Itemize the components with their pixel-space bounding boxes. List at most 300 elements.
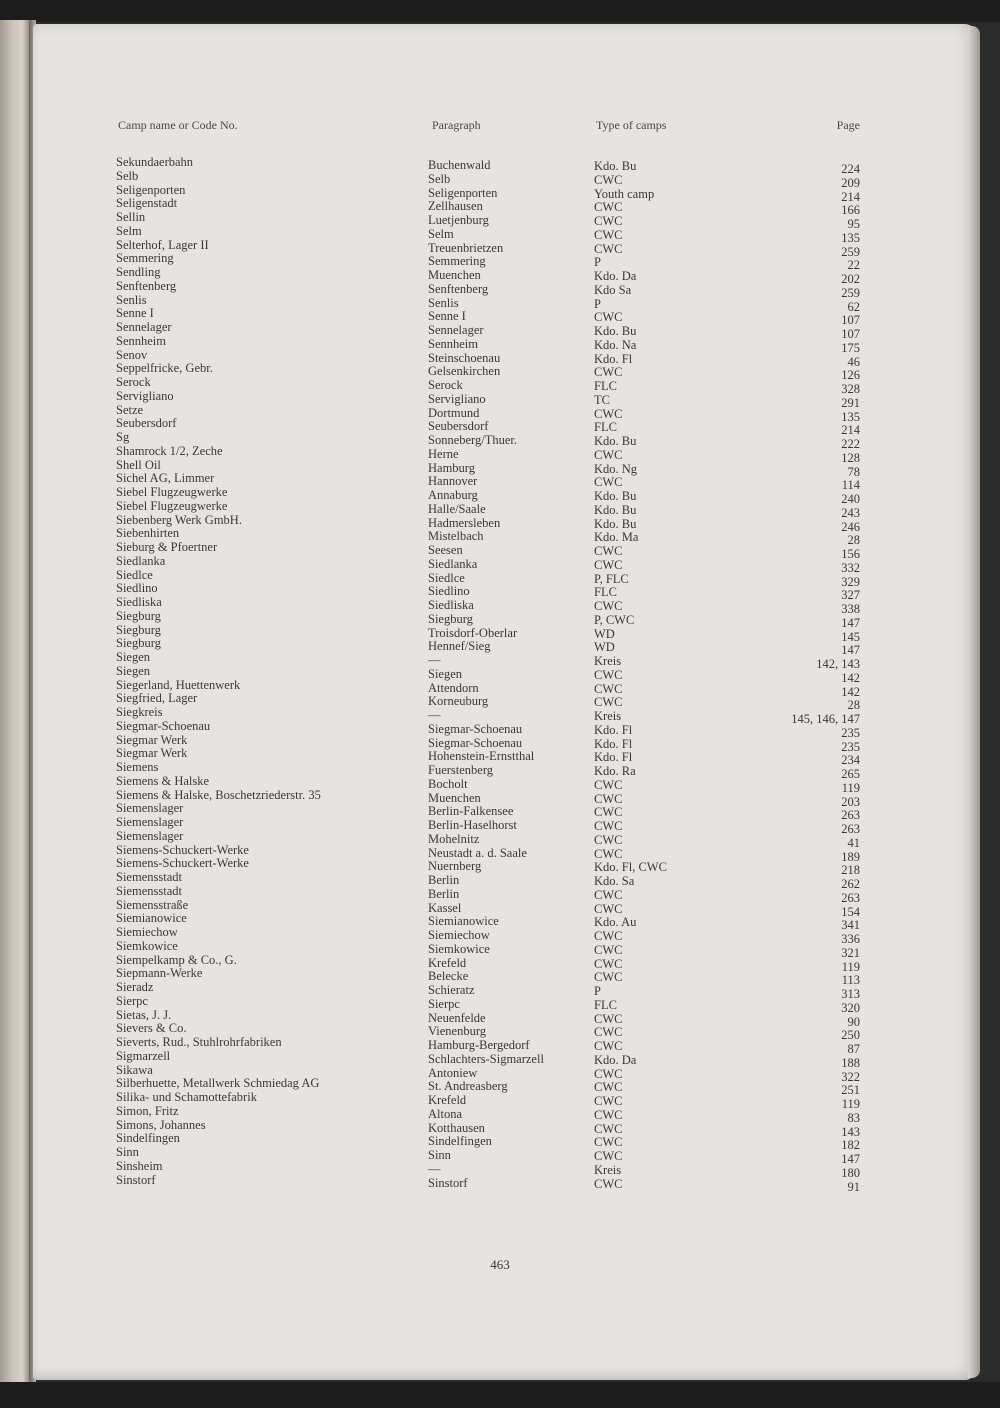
- paragraph-cell: Selm: [428, 226, 454, 241]
- camp-name-cell: Siegmar-Schoenau: [116, 718, 211, 733]
- type-cell: CWC: [594, 1135, 623, 1150]
- camp-name-cell: Siemens & Halske, Boschetzriederstr. 35: [116, 787, 321, 802]
- paragraph-cell: Seligenporten: [428, 185, 498, 200]
- type-cell: Kdo. Bu: [594, 516, 637, 531]
- camp-name-cell: Sievers & Co.: [116, 1021, 187, 1036]
- paragraph-cell: —: [428, 653, 441, 667]
- type-cell: FLC: [594, 997, 617, 1012]
- page-cell: 28: [847, 533, 860, 548]
- paragraph-cell: Berlin: [428, 873, 460, 887]
- type-cell: CWC: [594, 172, 623, 187]
- page-cell: 62: [847, 299, 860, 314]
- page-cell: 95: [847, 217, 860, 231]
- type-cell: CWC: [594, 667, 623, 682]
- type-cell: CWC: [594, 310, 623, 325]
- table-header: [0, 118, 1000, 134]
- camp-name-cell: Seligenstadt: [116, 196, 178, 211]
- camp-name-cell: Siegen: [116, 663, 151, 678]
- page-cell: 202: [841, 272, 860, 286]
- header-page: Page: [836, 118, 860, 132]
- type-cell: CWC: [594, 887, 623, 902]
- paragraph-cell: Sierpc: [428, 996, 460, 1011]
- page-number: 463: [490, 1257, 510, 1272]
- camp-name-cell: Siegfried, Lager: [116, 691, 198, 706]
- type-cell: Kdo. Bu: [594, 434, 637, 448]
- paragraph-cell: Muenchen: [428, 790, 481, 805]
- camp-name-cell: Sinn: [116, 1145, 139, 1159]
- type-cell: Kdo. Bu: [594, 324, 637, 338]
- scan-frame-top: [0, 0, 1000, 22]
- camp-name-cell: Siemens & Halske: [116, 773, 210, 788]
- camp-name-cell: Siemens: [116, 760, 159, 774]
- camp-name-cell: Siemens-Schuckert-Werke: [116, 842, 249, 857]
- page-cell: 119: [841, 780, 860, 795]
- camp-name-cell: Sg: [116, 430, 130, 444]
- camp-name-cell: Siemenslager: [116, 801, 184, 816]
- paragraph-cell: Siegmar-Schoenau: [428, 721, 523, 736]
- type-cell: CWC: [594, 557, 623, 572]
- page-cell: 107: [841, 313, 860, 328]
- paragraph-cell: Seesen: [428, 543, 463, 557]
- type-cell: Kdo. Da: [594, 269, 637, 283]
- page-cell: 113: [841, 973, 860, 988]
- type-cell: Kdo Sa: [594, 282, 632, 297]
- paragraph-cell: Mohelnitz: [428, 831, 480, 846]
- type-cell: CWC: [594, 970, 623, 985]
- paragraph-cell: Berlin-Haselhorst: [428, 818, 517, 832]
- camp-name-cell: Serock: [116, 375, 151, 389]
- page-cell: 259: [841, 244, 860, 259]
- paragraph-cell: Sinstorf: [428, 1175, 468, 1190]
- camp-name-cell: Semmering: [116, 251, 174, 266]
- camp-name-cell: Sietas, J. J.: [116, 1007, 172, 1022]
- table-row: [0, 608, 1000, 630]
- camp-name-cell: Simon, Fritz: [116, 1103, 179, 1118]
- paragraph-cell: Troisdorf-Oberlar: [428, 625, 518, 640]
- camp-name-cell: Siemensstadt: [116, 883, 182, 898]
- paragraph-cell: Hennef/Sieg: [428, 639, 491, 654]
- page-cell: 166: [841, 203, 860, 218]
- type-cell: Kdo. Ng: [594, 461, 638, 476]
- type-cell: CWC: [594, 227, 623, 242]
- page-cell: 320: [841, 1000, 860, 1015]
- page-cell: 114: [841, 478, 860, 493]
- paragraph-cell: Korneuburg: [428, 694, 489, 709]
- type-cell: CWC: [594, 1121, 623, 1136]
- type-cell: CWC: [594, 1039, 623, 1053]
- type-cell: CWC: [594, 777, 623, 792]
- paragraph-cell: Siedlanka: [428, 556, 478, 571]
- paragraph-cell: Hamburg-Bergedorf: [428, 1038, 530, 1052]
- paragraph-cell: Buchenwald: [428, 158, 491, 172]
- paragraph-cell: Annaburg: [428, 488, 478, 502]
- camp-name-cell: Shamrock 1/2, Zeche: [116, 443, 223, 458]
- camp-name-cell: Sendling: [116, 265, 161, 279]
- type-cell: CWC: [594, 1080, 623, 1095]
- type-cell: Kreis: [594, 654, 622, 668]
- page-cell: 147: [841, 615, 860, 630]
- camp-name-cell: Siegburg: [116, 608, 161, 623]
- camp-name-cell: Siedlanka: [116, 553, 166, 568]
- type-cell: CWC: [594, 1094, 623, 1108]
- page-cell: 291: [841, 395, 860, 410]
- page-cell: 126: [841, 368, 860, 383]
- type-cell: CWC: [594, 832, 623, 847]
- paragraph-cell: Mistelbach: [428, 529, 484, 544]
- camp-name-cell: Siemkowice: [116, 938, 178, 953]
- paragraph-cell: Semmering: [428, 254, 486, 269]
- type-cell: Kreis: [594, 1162, 622, 1177]
- type-cell: CWC: [594, 956, 623, 971]
- camp-name-cell: Sikawa: [116, 1062, 153, 1077]
- paragraph-cell: Sennelager: [428, 323, 484, 337]
- page-cell: 145, 146, 147: [791, 712, 860, 726]
- paragraph-cell: St. Andreasberg: [428, 1079, 508, 1094]
- page-cell: 188: [841, 1055, 860, 1070]
- page-cell: 332: [841, 560, 860, 575]
- type-cell: P, CWC: [594, 612, 635, 627]
- type-cell: Kdo. Fl: [594, 722, 633, 737]
- paragraph-cell: Schlachters-Sigmarzell: [428, 1051, 544, 1066]
- paragraph-cell: Sindelfingen: [428, 1134, 492, 1149]
- camp-name-cell: Senftenberg: [116, 278, 177, 293]
- type-cell: Kdo. Sa: [594, 874, 635, 888]
- camp-name-cell: Silberhuette, Metallwerk Schmiedag AG: [116, 1076, 320, 1091]
- page-cell: 262: [841, 877, 860, 891]
- camp-name-cell: Siemiechow: [116, 925, 178, 939]
- camp-name-cell: Sennheim: [116, 333, 166, 348]
- page-cell: 235: [841, 739, 860, 754]
- paragraph-cell: Kassel: [428, 900, 462, 915]
- page-cell: 259: [841, 285, 860, 300]
- camp-name-cell: Siebenhirten: [116, 526, 180, 541]
- paragraph-cell: Senftenberg: [428, 281, 489, 296]
- type-cell: P: [594, 255, 601, 270]
- camp-name-cell: Seppelfricke, Gebr.: [116, 361, 213, 376]
- type-cell: WD: [594, 640, 615, 655]
- page-cell: 250: [841, 1028, 860, 1043]
- type-cell: Youth camp: [594, 186, 655, 201]
- type-cell: FLC: [594, 585, 617, 600]
- paragraph-cell: Krefeld: [428, 1093, 467, 1107]
- paragraph-cell: —: [428, 708, 441, 722]
- camp-name-cell: Siegen: [116, 650, 151, 664]
- page-cell: 240: [841, 492, 860, 506]
- type-cell: Kdo. Na: [594, 337, 637, 352]
- page-cell: 322: [841, 1069, 860, 1084]
- paragraph-cell: Hamburg: [428, 460, 475, 475]
- page-cell: 91: [847, 1179, 860, 1194]
- type-cell: Kdo. Ma: [594, 530, 639, 545]
- type-cell: Kdo. Da: [594, 1052, 637, 1067]
- header-paragraph: Paragraph: [432, 118, 481, 132]
- page-cell: 147: [841, 1152, 860, 1166]
- index-table: [0, 155, 1000, 1205]
- table-row: [0, 650, 1000, 671]
- page-cell: 128: [841, 450, 860, 465]
- camp-name-cell: Sinstorf: [116, 1172, 156, 1187]
- camp-name-cell: Senne I: [116, 306, 154, 321]
- header-camp-name: Camp name or Code No.: [118, 118, 238, 132]
- page-cell: 234: [841, 753, 860, 768]
- page-cell: 336: [841, 932, 860, 946]
- paragraph-cell: Hannover: [428, 474, 478, 489]
- type-cell: Kdo. Au: [594, 915, 637, 930]
- camp-name-cell: Siegerland, Huettenwerk: [116, 677, 241, 692]
- paragraph-cell: Siegen: [428, 666, 463, 681]
- page-cell: 222: [841, 437, 860, 451]
- camp-name-cell: Siemens-Schuckert-Werke: [116, 856, 249, 871]
- type-cell: Kreis: [594, 709, 622, 723]
- table-row: [0, 732, 1000, 754]
- camp-name-cell: Siedlce: [116, 567, 153, 582]
- paragraph-cell: Krefeld: [428, 955, 467, 970]
- page-cell: 175: [841, 340, 860, 355]
- table-row: [0, 815, 1000, 836]
- camp-name-cell: Sieburg & Pfoertner: [116, 540, 218, 554]
- paragraph-cell: Selb: [428, 171, 451, 186]
- type-cell: CWC: [594, 1149, 623, 1163]
- paragraph-cell: Seubersdorf: [428, 419, 489, 434]
- table-row: [0, 485, 1000, 506]
- paragraph-cell: Sennheim: [428, 336, 478, 351]
- page-cell: 218: [841, 863, 860, 878]
- camp-name-cell: Sindelfingen: [116, 1131, 180, 1146]
- type-cell: CWC: [594, 681, 623, 696]
- camp-name-cell: Servigliano: [116, 388, 174, 403]
- paragraph-cell: Antoniew: [428, 1065, 478, 1080]
- camp-name-cell: Sierpc: [116, 993, 148, 1008]
- page-cell: 251: [841, 1083, 860, 1098]
- type-cell: CWC: [594, 200, 623, 215]
- page-cell: 180: [841, 1165, 860, 1180]
- camp-name-cell: Sekundaerbahn: [116, 155, 194, 169]
- camp-name-cell: Siegburg: [116, 622, 161, 637]
- camp-name-cell: Siemianowice: [116, 911, 187, 926]
- type-cell: TC: [594, 392, 610, 407]
- type-cell: Kdo. Bu: [594, 489, 637, 503]
- page-cell: 83: [847, 1110, 860, 1125]
- paragraph-cell: Siemianowice: [428, 914, 499, 929]
- camp-name-cell: Selb: [116, 168, 139, 183]
- type-cell: CWC: [594, 1176, 623, 1191]
- page-cell: 78: [847, 464, 860, 479]
- type-cell: CWC: [594, 214, 623, 228]
- paragraph-cell: Attendorn: [428, 680, 479, 695]
- camp-name-cell: Siemensstraße: [116, 897, 189, 912]
- page-cell: 224: [841, 162, 860, 176]
- page-cell: 145: [841, 629, 860, 644]
- page-cell: 142, 143: [816, 657, 860, 671]
- camp-name-cell: Siebenberg Werk GmbH.: [116, 512, 242, 527]
- page-cell: 328: [841, 382, 860, 396]
- camp-name-cell: Senlis: [116, 292, 147, 307]
- page-cell: 147: [841, 643, 860, 658]
- type-cell: Kdo. Ra: [594, 764, 636, 778]
- type-cell: P: [594, 984, 601, 998]
- type-cell: CWC: [594, 1107, 623, 1122]
- page-cell: 189: [841, 849, 860, 864]
- paragraph-cell: Hohenstein-Ernstthal: [428, 749, 535, 764]
- page-cell: 46: [847, 354, 860, 369]
- camp-name-cell: Setze: [116, 402, 144, 417]
- camp-name-cell: Siegkreis: [116, 705, 163, 719]
- camp-name-cell: Sinsheim: [116, 1158, 163, 1173]
- header-type-of-camps: Type of camps: [596, 118, 667, 132]
- paragraph-cell: Steinschoenau: [428, 350, 501, 365]
- camp-name-cell: Selm: [116, 223, 142, 238]
- page-cell: 119: [841, 959, 860, 974]
- page-cell: 203: [841, 794, 860, 809]
- paragraph-cell: Siedlino: [428, 584, 470, 599]
- paragraph-cell: Luetjenburg: [428, 213, 489, 227]
- paragraph-cell: Nuernberg: [428, 859, 482, 874]
- type-cell: CWC: [594, 695, 623, 710]
- paragraph-cell: Neuenfelde: [428, 1010, 486, 1025]
- type-cell: CWC: [594, 942, 623, 957]
- paragraph-cell: Siedlce: [428, 570, 465, 585]
- page-cell: 341: [841, 918, 860, 933]
- camp-name-cell: Siegburg: [116, 636, 161, 651]
- paragraph-cell: Treuenbrietzen: [428, 240, 504, 255]
- type-cell: CWC: [594, 475, 623, 490]
- page-cell: 119: [841, 1097, 860, 1111]
- camp-name-cell: Silika- und Schamottefabrik: [116, 1090, 257, 1104]
- camp-name-cell: Siemenslager: [116, 815, 184, 829]
- page-cell: 135: [841, 230, 860, 245]
- page-cell: 182: [841, 1138, 860, 1153]
- paragraph-cell: Siemkowice: [428, 941, 490, 956]
- type-cell: Kdo. Fl, CWC: [594, 860, 667, 875]
- camp-name-cell: Sellin: [116, 210, 146, 224]
- paragraph-cell: —: [428, 1161, 441, 1176]
- page-cell: 143: [841, 1124, 860, 1139]
- paragraph-cell: Serock: [428, 378, 463, 392]
- camp-name-cell: Siedlino: [116, 581, 158, 596]
- paragraph-cell: Siegburg: [428, 611, 473, 626]
- scan-frame-bottom: [0, 1382, 1000, 1408]
- paragraph-cell: Kotthausen: [428, 1120, 485, 1135]
- paragraph-cell: Belecke: [428, 969, 469, 984]
- paragraph-cell: Halle/Saale: [428, 501, 486, 516]
- page-cell: 142: [841, 684, 860, 699]
- paragraph-cell: Dortmund: [428, 405, 480, 420]
- page-cell: 246: [841, 519, 860, 534]
- type-cell: Kdo. Fl: [594, 750, 633, 765]
- paragraph-cell: Bocholt: [428, 776, 468, 791]
- camp-name-cell: Sieverts, Rud., Stuhlrohrfabriken: [116, 1035, 282, 1049]
- camp-name-cell: Senov: [116, 347, 148, 362]
- paragraph-cell: Muenchen: [428, 268, 481, 282]
- type-cell: P: [594, 296, 601, 311]
- camp-name-cell: Sennelager: [116, 320, 172, 334]
- paragraph-cell: Siedliska: [428, 598, 474, 612]
- page-cell: 154: [841, 904, 860, 919]
- page-cell: 263: [841, 890, 860, 905]
- camp-name-cell: Siemenslager: [116, 828, 184, 843]
- type-cell: CWC: [594, 599, 623, 613]
- page-cell: 41: [847, 835, 860, 850]
- type-cell: CWC: [594, 901, 623, 916]
- paragraph-cell: Altona: [428, 1106, 463, 1121]
- camp-name-cell: Siedliska: [116, 595, 162, 609]
- page-cell: 321: [841, 945, 860, 960]
- type-cell: CWC: [594, 791, 623, 806]
- type-cell: FLC: [594, 420, 617, 435]
- paragraph-cell: Hadmersleben: [428, 515, 501, 530]
- camp-name-cell: Shell Oil: [116, 457, 161, 472]
- paragraph-cell: Zellhausen: [428, 199, 483, 214]
- camp-name-cell: Selterhof, Lager II: [116, 237, 209, 252]
- page-cell: 87: [847, 1042, 860, 1056]
- camp-name-cell: Siebel Flugzeugwerke: [116, 498, 228, 513]
- type-cell: CWC: [594, 805, 623, 820]
- table-row: [0, 870, 1000, 891]
- page-cell: 22: [847, 258, 860, 273]
- camp-name-cell: Siempelkamp & Co., G.: [116, 952, 237, 967]
- camp-name-cell: Siegmar Werk: [116, 746, 188, 761]
- type-cell: Kdo. Bu: [594, 159, 637, 173]
- camp-name-cell: Seubersdorf: [116, 416, 177, 431]
- type-cell: FLC: [594, 379, 617, 393]
- type-cell: CWC: [594, 1066, 623, 1081]
- type-cell: CWC: [594, 819, 623, 833]
- camp-name-cell: Siepmann-Werke: [116, 966, 203, 981]
- type-cell: Kdo. Fl: [594, 736, 633, 751]
- page-cell: 135: [841, 409, 860, 424]
- type-cell: CWC: [594, 544, 623, 558]
- paragraph-cell: Siegmar-Schoenau: [428, 735, 523, 750]
- paragraph-cell: Sinn: [428, 1148, 451, 1162]
- type-cell: Kdo. Bu: [594, 502, 637, 517]
- type-cell: CWC: [594, 447, 623, 462]
- camp-name-cell: Siegmar Werk: [116, 732, 188, 747]
- page-cell: 142: [841, 670, 860, 685]
- camp-name-cell: Seligenporten: [116, 182, 186, 197]
- page-cell: 265: [841, 767, 860, 781]
- type-cell: CWC: [594, 241, 623, 256]
- paragraph-cell: Servigliano: [428, 391, 486, 406]
- table-row: [0, 801, 1000, 823]
- paragraph-cell: Schieratz: [428, 983, 475, 997]
- paragraph-cell: Senlis: [428, 295, 459, 310]
- camp-name-cell: Sigmarzell: [116, 1048, 171, 1063]
- page-cell: 263: [841, 808, 860, 823]
- camp-name-cell: Sichel AG, Limmer: [116, 471, 215, 486]
- page-cell: 107: [841, 327, 860, 341]
- page-cell: 313: [841, 987, 860, 1001]
- page-cell: 214: [841, 189, 860, 204]
- paragraph-cell: Vienenburg: [428, 1024, 487, 1039]
- page-cell: 214: [841, 423, 860, 438]
- paragraph-cell: Berlin: [428, 886, 460, 901]
- paragraph-cell: Fuerstenberg: [428, 763, 494, 777]
- paragraph-cell: Sonneberg/Thuer.: [428, 433, 517, 447]
- type-cell: WD: [594, 626, 615, 641]
- type-cell: CWC: [594, 406, 623, 421]
- page-cell: 235: [841, 725, 860, 740]
- camp-name-cell: Siemensstadt: [116, 870, 182, 884]
- camp-name-cell: Simons, Johannes: [116, 1117, 206, 1132]
- camp-name-cell: Siebel Flugzeugwerke: [116, 485, 228, 499]
- type-cell: Kdo. Fl: [594, 351, 633, 366]
- paragraph-cell: Berlin-Falkensee: [428, 804, 514, 819]
- type-cell: CWC: [594, 365, 623, 380]
- page-cell: 263: [841, 822, 860, 836]
- type-cell: CWC: [594, 1011, 623, 1026]
- paragraph-cell: Gelsenkirchen: [428, 364, 501, 379]
- page-cell: 338: [841, 602, 860, 616]
